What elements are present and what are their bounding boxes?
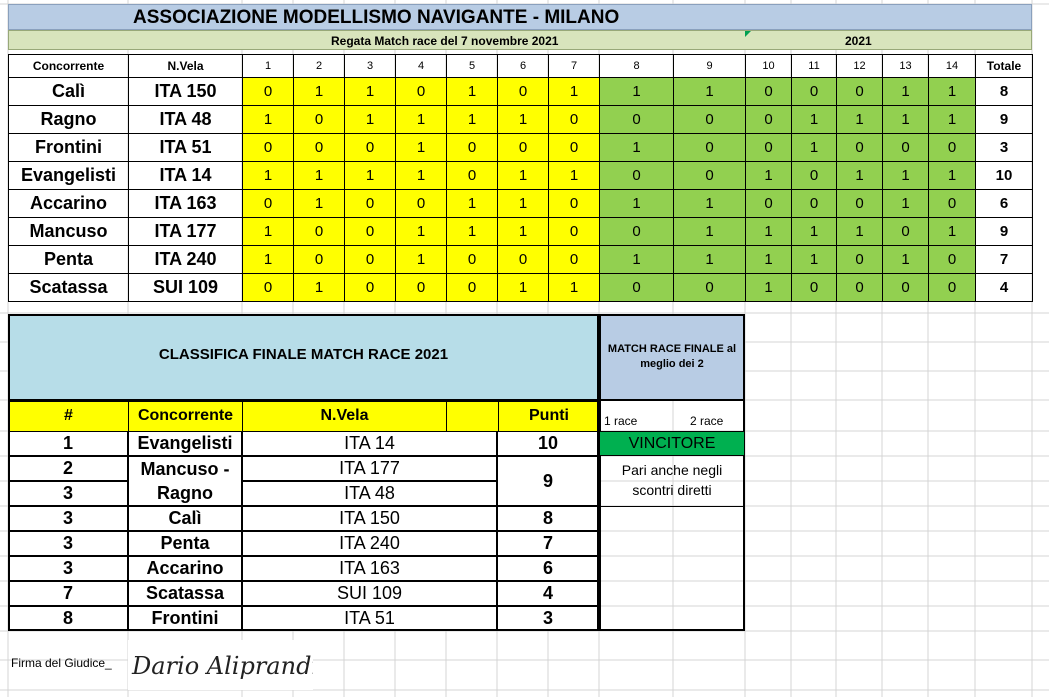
race-score: 1	[396, 162, 447, 190]
competitor-name: Scatassa	[128, 581, 242, 606]
race-score: 0	[837, 78, 883, 106]
race-score: 0	[549, 106, 600, 134]
race-score: 1	[396, 246, 447, 274]
rank-cell: 3	[8, 556, 128, 581]
header-competitor: Concorrente	[129, 401, 243, 432]
race-header: 2	[294, 55, 345, 78]
sail-number: SUI 109	[129, 274, 243, 302]
race-score: 1	[498, 162, 549, 190]
results-row	[9, 218, 1033, 246]
race-score: 1	[600, 134, 674, 162]
year-label: 2021	[845, 34, 872, 48]
rank-cell: 3	[8, 506, 128, 531]
race-score: 0	[674, 274, 746, 302]
points-cell: 10	[497, 431, 599, 456]
race-score: 1	[498, 190, 549, 218]
race-score: 1	[294, 190, 345, 218]
header-points: Punti	[499, 401, 600, 432]
race-header: 6	[498, 55, 549, 78]
race-score: 0	[549, 134, 600, 162]
points-cell: 3	[497, 606, 599, 631]
race-score: 0	[746, 78, 792, 106]
race-score: 1	[549, 162, 600, 190]
race-score: 0	[243, 78, 294, 106]
header-sail: N.Vela	[243, 401, 447, 432]
signature-area	[128, 640, 313, 690]
points-cell: 4	[497, 581, 599, 606]
race-score: 1	[746, 162, 792, 190]
rank-cell: 7	[8, 581, 128, 606]
race-header: 1	[243, 55, 294, 78]
race-score: 1	[243, 106, 294, 134]
race-score: 0	[498, 246, 549, 274]
race-score: 1	[600, 246, 674, 274]
tie-note: Pari anche negli scontri diretti	[621, 462, 723, 498]
competitor-name: Accarino	[128, 556, 242, 581]
points-cell: 9	[497, 456, 599, 506]
race-score: 1	[498, 274, 549, 302]
race-score: 1	[447, 78, 498, 106]
race-header: 13	[883, 55, 929, 78]
race-score: 1	[243, 218, 294, 246]
race-score: 0	[837, 134, 883, 162]
points-cell: 8	[497, 506, 599, 531]
race-score: 0	[883, 218, 929, 246]
regatta-subtitle: Regata Match race del 7 novembre 2021	[331, 34, 559, 48]
winner-cell: VINCITORE	[599, 431, 745, 456]
race-score: 0	[498, 134, 549, 162]
race-score: 0	[243, 134, 294, 162]
race-score: 0	[294, 106, 345, 134]
race-score: 0	[345, 190, 396, 218]
handwritten-signature	[128, 640, 313, 690]
standings-header-row	[9, 401, 600, 432]
race-score: 0	[600, 218, 674, 246]
race-header: 11	[792, 55, 837, 78]
rank-cell: 8	[8, 606, 128, 631]
race-score: 1	[883, 78, 929, 106]
standings-title: CLASSIFICA FINALE MATCH RACE 2021	[158, 346, 449, 363]
race-score: 1	[837, 218, 883, 246]
competitor-name: Calì	[9, 78, 129, 106]
race-score: 1	[549, 78, 600, 106]
race-header: 7	[549, 55, 600, 78]
competitor-name: Calì	[128, 506, 242, 531]
race-score: 0	[746, 106, 792, 134]
sail-cell: ITA 163	[242, 556, 497, 581]
sail-cell: SUI 109	[242, 581, 497, 606]
competitor-name: Penta	[9, 246, 129, 274]
race-score: 0	[498, 78, 549, 106]
race-header: 4	[396, 55, 447, 78]
race-score: 1	[674, 78, 746, 106]
standings-table	[8, 400, 600, 432]
rank-cell: 3	[8, 481, 128, 506]
race-score: 1	[345, 162, 396, 190]
race-score: 1	[746, 274, 792, 302]
race-score: 1	[447, 106, 498, 134]
race-score: 0	[396, 78, 447, 106]
race-score: 1	[447, 218, 498, 246]
race-score: 0	[447, 274, 498, 302]
sail-number: ITA 48	[129, 106, 243, 134]
sail-cell: ITA 150	[242, 506, 497, 531]
signature-text: Dario Aliprandi	[132, 652, 313, 680]
rank-cell: 3	[8, 531, 128, 556]
comment-marker-icon	[745, 31, 751, 37]
results-row	[9, 246, 1033, 274]
race-score: 0	[674, 162, 746, 190]
race-score: 0	[837, 274, 883, 302]
total-score: 4	[976, 274, 1033, 302]
race-score: 1	[883, 106, 929, 134]
results-row	[9, 106, 1033, 134]
results-table	[8, 54, 1033, 302]
header-sail: N.Vela	[129, 55, 243, 78]
points-cell: 7	[497, 531, 599, 556]
race-score: 1	[674, 218, 746, 246]
race-score: 0	[345, 274, 396, 302]
race-score: 1	[396, 106, 447, 134]
race-header: 5	[447, 55, 498, 78]
competitor-name: Frontini	[9, 134, 129, 162]
race-score: 0	[674, 106, 746, 134]
race-score: 1	[837, 106, 883, 134]
race-score: 0	[929, 190, 976, 218]
results-header-row	[9, 55, 1033, 78]
race-score: 1	[929, 162, 976, 190]
header-blank	[447, 401, 499, 432]
race-score: 1	[792, 246, 837, 274]
race-score: 1	[345, 78, 396, 106]
results-row	[9, 274, 1033, 302]
subtitle-band	[8, 30, 1032, 50]
sail-number: ITA 51	[129, 134, 243, 162]
race-score: 0	[396, 190, 447, 218]
sail-cell: ITA 48	[242, 481, 497, 506]
race-header: 10	[746, 55, 792, 78]
race-score: 1	[929, 218, 976, 246]
race-score: 0	[674, 134, 746, 162]
race-score: 1	[746, 218, 792, 246]
results-row	[9, 162, 1033, 190]
race-score: 0	[792, 274, 837, 302]
race-score: 0	[600, 274, 674, 302]
race-score: 0	[929, 274, 976, 302]
rank-cell: 1	[8, 431, 128, 456]
race-score: 0	[792, 162, 837, 190]
race-score: 1	[600, 78, 674, 106]
race-score: 0	[883, 134, 929, 162]
final-divider	[599, 506, 745, 507]
race-score: 1	[396, 134, 447, 162]
points-cell: 6	[497, 556, 599, 581]
total-score: 9	[976, 106, 1033, 134]
race-score: 0	[792, 190, 837, 218]
header-competitor: Concorrente	[9, 55, 129, 78]
race-score: 0	[746, 190, 792, 218]
race-score: 0	[294, 246, 345, 274]
sail-number: ITA 14	[129, 162, 243, 190]
race-score: 1	[294, 162, 345, 190]
race1-label: 1 race	[604, 414, 638, 428]
competitor-name: Mancuso -	[140, 459, 230, 479]
sail-cell: ITA 177	[242, 456, 497, 481]
race-score: 1	[549, 274, 600, 302]
race-score: 1	[837, 162, 883, 190]
race-score: 1	[294, 78, 345, 106]
competitor-name: Mancuso	[9, 218, 129, 246]
race-score: 1	[396, 218, 447, 246]
race-score: 1	[792, 218, 837, 246]
competitor-name: Ragno	[157, 483, 213, 503]
total-score: 10	[976, 162, 1033, 190]
sail-number: ITA 150	[129, 78, 243, 106]
sail-cell: ITA 51	[242, 606, 497, 631]
competitor-name: Frontini	[128, 606, 242, 631]
race-score: 0	[837, 190, 883, 218]
race-score: 0	[600, 162, 674, 190]
race-score: 0	[600, 106, 674, 134]
race-score: 1	[447, 190, 498, 218]
race-score: 1	[746, 246, 792, 274]
race-header: 12	[837, 55, 883, 78]
header-total: Totale	[976, 55, 1033, 78]
race-score: 0	[243, 190, 294, 218]
race-score: 0	[243, 274, 294, 302]
race-score: 0	[746, 134, 792, 162]
total-score: 8	[976, 78, 1033, 106]
race-score: 1	[345, 106, 396, 134]
race-score: 0	[929, 134, 976, 162]
sail-cell: ITA 240	[242, 531, 497, 556]
standings-title-box	[8, 314, 599, 401]
race-score: 1	[243, 162, 294, 190]
race-score: 0	[294, 218, 345, 246]
final-title: MATCH RACE FINALE al meglio dei 2	[607, 343, 737, 370]
sail-number: ITA 240	[129, 246, 243, 274]
race-score: 0	[549, 246, 600, 274]
competitor-name: Scatassa	[9, 274, 129, 302]
race-score: 1	[674, 246, 746, 274]
race-score: 1	[600, 190, 674, 218]
race-score: 0	[792, 78, 837, 106]
race-header: 3	[345, 55, 396, 78]
sheet-title: ASSOCIAZIONE MODELLISMO NAVIGANTE - MILANO	[8, 4, 1032, 30]
race-score: 1	[792, 134, 837, 162]
race-score: 0	[549, 190, 600, 218]
results-row	[9, 78, 1033, 106]
race-score: 1	[883, 190, 929, 218]
race-score: 0	[447, 246, 498, 274]
competitor-name: Penta	[128, 531, 242, 556]
race2-label: 2 race	[690, 414, 724, 428]
race-score: 1	[883, 246, 929, 274]
competitor-cell-merged	[128, 456, 242, 506]
race-score: 0	[549, 218, 600, 246]
header-rank: #	[9, 401, 129, 432]
race-score: 0	[294, 134, 345, 162]
race-score: 0	[345, 246, 396, 274]
sail-number: ITA 163	[129, 190, 243, 218]
competitor-name: Evangelisti	[9, 162, 129, 190]
race-score: 0	[447, 162, 498, 190]
results-row	[9, 190, 1033, 218]
race-score: 1	[929, 106, 976, 134]
race-score: 0	[345, 134, 396, 162]
race-score: 0	[837, 246, 883, 274]
race-score: 1	[498, 218, 549, 246]
race-header: 9	[674, 55, 746, 78]
total-score: 9	[976, 218, 1033, 246]
rank-cell: 2	[8, 456, 128, 481]
race-score: 1	[243, 246, 294, 274]
race-score: 1	[674, 190, 746, 218]
signature-label: Firma del Giudice_	[11, 656, 112, 670]
race-score: 0	[396, 274, 447, 302]
total-score: 6	[976, 190, 1033, 218]
sail-number: ITA 177	[129, 218, 243, 246]
competitor-name: Accarino	[9, 190, 129, 218]
competitor-name: Ragno	[9, 106, 129, 134]
race-score: 1	[498, 106, 549, 134]
sail-cell: ITA 14	[242, 431, 497, 456]
total-score: 3	[976, 134, 1033, 162]
race-header: 14	[929, 55, 976, 78]
race-score: 0	[447, 134, 498, 162]
race-score: 1	[883, 162, 929, 190]
race-score: 1	[294, 274, 345, 302]
competitor-name: Evangelisti	[128, 431, 242, 456]
race-score: 0	[883, 274, 929, 302]
results-row	[9, 134, 1033, 162]
race-score: 0	[929, 246, 976, 274]
total-score: 7	[976, 246, 1033, 274]
race-score: 1	[792, 106, 837, 134]
race-score: 0	[345, 218, 396, 246]
final-title-box	[599, 314, 745, 401]
race-score: 1	[929, 78, 976, 106]
race-header: 8	[600, 55, 674, 78]
